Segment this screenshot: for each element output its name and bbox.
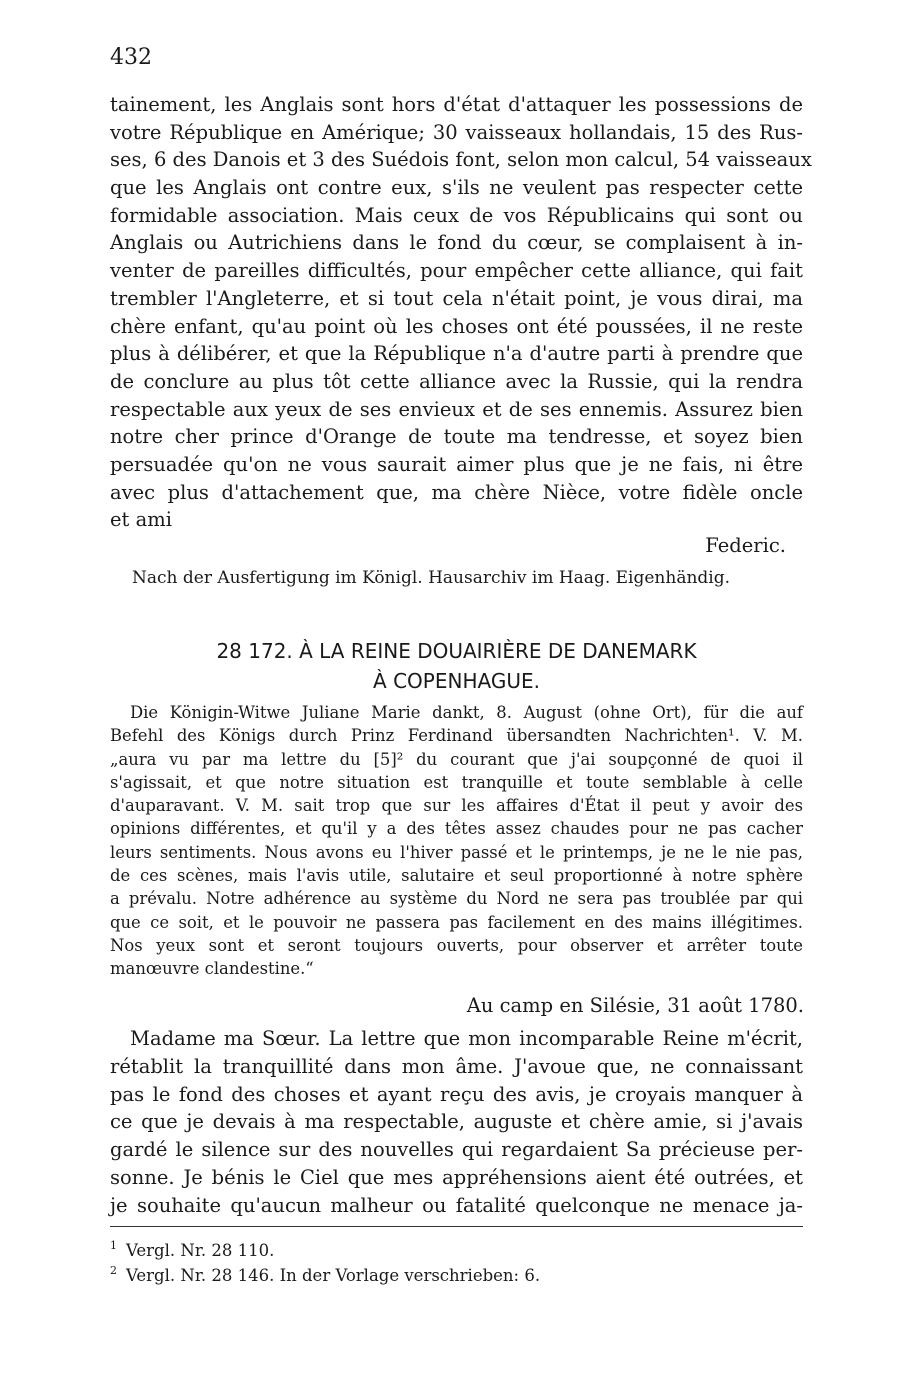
summary-line: que ce soit, et le pouvoir ne passera pas facilement en des mains illégitimes. [110, 912, 803, 932]
footnote-divider [110, 1226, 803, 1227]
letter-body [110, 1025, 803, 1220]
source-note: Nach der Ausfertigung im Königl. Hausarchiv im Haag. Eigenhändig. [132, 568, 731, 588]
summary-line: Befehl des Königs durch Prinz Ferdinand übersandten Nachrichten¹. V. M. [110, 726, 803, 746]
text-line: ce que je devais à ma respectable, auguste et chère amie, si j'avais [110, 1110, 803, 1134]
signature: Federic. [705, 534, 786, 557]
summary-line: Nos yeux sont et seront toujours ouverts, pour observer et arrêter toute [110, 935, 803, 955]
summary-line: leurs sentiments. Nous avons eu l'hiver passé et le printemps, je ne le nie pas, [110, 842, 803, 862]
summary-line: d'auparavant. V. M. sait trop que sur les affaires d'État il peut y avoir des [110, 796, 803, 816]
text-line: votre République en Amérique; 30 vaisseaux hollandais, 15 des Rus- [110, 120, 803, 144]
text-line: Anglais ou Autrichiens dans le fond du cœur, se complaisent à in- [110, 231, 803, 255]
continued-letter-body [110, 91, 812, 534]
text-line: que les Anglais ont contre eux, s'ils ne veulent pas respecter cette [110, 176, 803, 200]
heading-line: À COPENHAGUE. [373, 669, 540, 693]
summary-line: opinions différentes, et qu'il y a des têtes assez chaudes pour ne pas cacher [110, 819, 803, 839]
footnote-text: Vergl. Nr. 28 110. [126, 1241, 275, 1260]
text-line: formidable association. Mais ceux de vos Républicains qui sont ou [110, 203, 803, 227]
text-line: pas le fond des choses et ayant reçu des avis, je croyais manquer à [110, 1082, 803, 1106]
text-line: notre cher prince d'Orange de toute ma tendresse, et soyez bien [110, 425, 803, 449]
text-line: avec plus d'attachement que, ma chère Nièce, votre fidèle oncle [110, 480, 803, 504]
text-line: chère enfant, qu'au point où les choses ont été poussées, il ne reste [110, 314, 803, 338]
summary-line: a prévalu. Notre adhérence au système du Nord ne sera pas troublée par qui [110, 889, 803, 909]
footnote-mark: 2 [110, 1264, 117, 1277]
footnote-mark: 1 [110, 1239, 117, 1252]
text-line: tainement, les Anglais sont hors d'état d'attaquer les possessions de [110, 93, 803, 116]
text-line: Madame ma Sœur. La lettre que mon incomparable Reine m'écrit, [130, 1027, 803, 1050]
footnotes [110, 1238, 540, 1288]
text-line: trembler l'Angleterre, et si tout cela n'était point, je vous dirai, ma [110, 286, 803, 310]
text-line: et ami [110, 508, 172, 532]
heading-line: 28 172. À LA REINE DOUAIRIÈRE DE DANEMARK [216, 639, 697, 663]
page-number: 432 [110, 45, 152, 70]
footnote [110, 1238, 540, 1263]
letter-heading [110, 636, 803, 696]
text-line: rétablit la tranquillité dans mon âme. J'avoue que, ne connaissant [110, 1054, 803, 1078]
dateline: Au camp en Silésie, 31 août 1780. [466, 994, 804, 1017]
text-line: plus à délibérer, et que la République n'a d'autre parti à prendre que [110, 342, 803, 366]
text-line: ses, 6 des Danois et 3 des Suédois font, selon mon calcul, 54 vaisseaux [110, 148, 812, 172]
summary-line: manœuvre clandestine.“ [110, 959, 314, 979]
summary-paragraph [110, 701, 803, 981]
summary-line: „aura vu par ma lettre du [5]² du courant que j'ai soupçonné de quoi il [110, 749, 803, 769]
summary-line: Die Königin-Witwe Juliane Marie dankt, 8. August (ohne Ort), für die auf [130, 703, 803, 722]
footnote-text: Vergl. Nr. 28 146. In der Vorlage verschrieben: 6. [126, 1266, 541, 1285]
text-line: persuadée qu'on ne vous saurait aimer plus que je ne fais, ni être [110, 452, 803, 476]
text-line: sonne. Je bénis le Ciel que mes appréhensions aient été outrées, et [110, 1165, 803, 1189]
text-line: respectable aux yeux de ses envieux et de ses ennemis. Assurez bien [110, 397, 803, 421]
summary-line: de ces scènes, mais l'avis utile, salutaire et seul proportionné à notre sphère [110, 866, 803, 886]
footnote [110, 1263, 540, 1288]
text-line: gardé le silence sur des nouvelles qui regardaient Sa précieuse per- [110, 1138, 803, 1162]
text-line: de conclure au plus tôt cette alliance avec la Russie, qui la rendra [110, 369, 803, 393]
summary-line: s'agissait, et que notre situation est tranquille et toute semblable à celle [110, 772, 803, 792]
text-line: je souhaite qu'aucun malheur ou fatalité quelconque ne menace ja- [110, 1193, 803, 1217]
text-line: venter de pareilles difficultés, pour empêcher cette alliance, qui fait [110, 259, 803, 283]
